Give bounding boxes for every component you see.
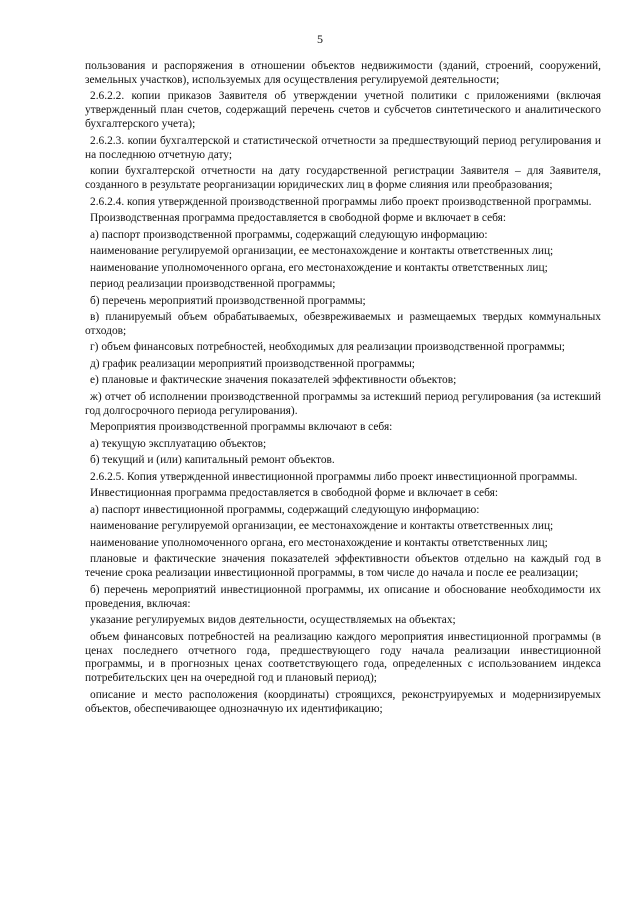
paragraph: период реализации производственной программы; bbox=[90, 278, 336, 291]
paragraph: описание и место расположения (координаты) строящихся, реконструируемых и модернизируемых объектов, обеспечивающее однозначную их идентификацию; bbox=[85, 688, 601, 715]
paragraph: б) перечень мероприятий производственной программы; bbox=[90, 294, 366, 307]
paragraph: указание регулируемых видов деятельности, осуществляемых на объектах; bbox=[90, 614, 456, 627]
page-number: 5 bbox=[317, 32, 323, 46]
paragraph: ж) отчет об исполнении производственной программы за истекший период регулирования (за истекший год долгосрочного периода регулирования). bbox=[85, 390, 601, 417]
paragraph: б) текущий и (или) капитальный ремонт объектов. bbox=[90, 454, 335, 467]
paragraph: копии бухгалтерской отчетности на дату государственной регистрации Заявителя – для Заявителя, созданного в результате реорганизации юридических лиц в форме слияния или преобразования; bbox=[85, 165, 601, 192]
paragraph: 2.6.2.3. копии бухгалтерской и статистической отчетности за предшествующий период регулирования и на последнюю отчетную дату; bbox=[85, 134, 601, 161]
paragraph: 2.6.2.2. копии приказов Заявителя об утверждении учетной политики с приложениями (включая утвержденный план счетов, содержащий перечень счетов и субсчетов синтетического и аналитического бухгалтерского учета); bbox=[85, 90, 601, 131]
paragraph: Инвестиционная программа предоставляется в свободной форме и включает в себя: bbox=[90, 487, 498, 500]
paragraph: наименование регулируемой организации, ее местонахождение и контакты ответственных лиц; bbox=[90, 520, 554, 533]
paragraph: 2.6.2.4. копия утвержденной производственной программы либо проект производственной программы. bbox=[90, 195, 592, 208]
paragraph: д) график реализации мероприятий производственной программы; bbox=[90, 357, 415, 370]
paragraph: е) плановые и фактические значения показателей эффективности объектов; bbox=[90, 374, 457, 387]
paragraph: наименование регулируемой организации, ее местонахождение и контакты ответственных лиц; bbox=[90, 245, 554, 258]
paragraph: а) паспорт инвестиционной программы, содержащий следующую информацию: bbox=[90, 503, 480, 516]
paragraph: плановые и фактические значения показателей эффективности объектов отдельно на каждый год в течение срока реализации инвестиционной программы, в том числе до начала и после ее реализации; bbox=[85, 553, 601, 580]
paragraph: объем финансовых потребностей на реализацию каждого мероприятия инвестиционной программы (в ценах последнего отчетного года, предшествующего году начала реализации инвестиционной программы, и в прогнозных ценах соответствующего года, определенных с использованием индекса потребительских цен на очередной год и плановый период); bbox=[85, 630, 601, 685]
paragraph: г) объем финансовых потребностей, необходимых для реализации производственной программы; bbox=[90, 341, 565, 354]
paragraph: а) текущую эксплуатацию объектов; bbox=[90, 437, 267, 450]
paragraph: пользования и распоряжения в отношении объектов недвижимости (зданий, строений, сооружений, земельных участков), используемых для осуществления регулируемой деятельности; bbox=[85, 60, 601, 86]
paragraph: наименование уполномоченного органа, его местонахождение и контакты ответственных лиц; bbox=[90, 261, 548, 274]
paragraph: наименование уполномоченного органа, его местонахождение и контакты ответственных лиц; bbox=[90, 536, 548, 549]
paragraph: в) планируемый объем обрабатываемых, обезвреживаемых и размещаемых твердых коммунальных отходов; bbox=[85, 311, 601, 337]
paragraph: б) перечень мероприятий инвестиционной программы, их описание и обоснование необходимости их проведения, включая: bbox=[85, 583, 601, 610]
paragraph: а) паспорт производственной программы, содержащий следующую информацию: bbox=[90, 228, 488, 241]
paragraph: Мероприятия производственной программы включают в себя: bbox=[90, 421, 393, 434]
paragraph: 2.6.2.5. Копия утвержденной инвестиционной программы либо проект инвестиционной программы. bbox=[90, 470, 578, 483]
paragraph: Производственная программа предоставляется в свободной форме и включает в себя: bbox=[90, 212, 507, 225]
document-body bbox=[85, 60, 601, 719]
